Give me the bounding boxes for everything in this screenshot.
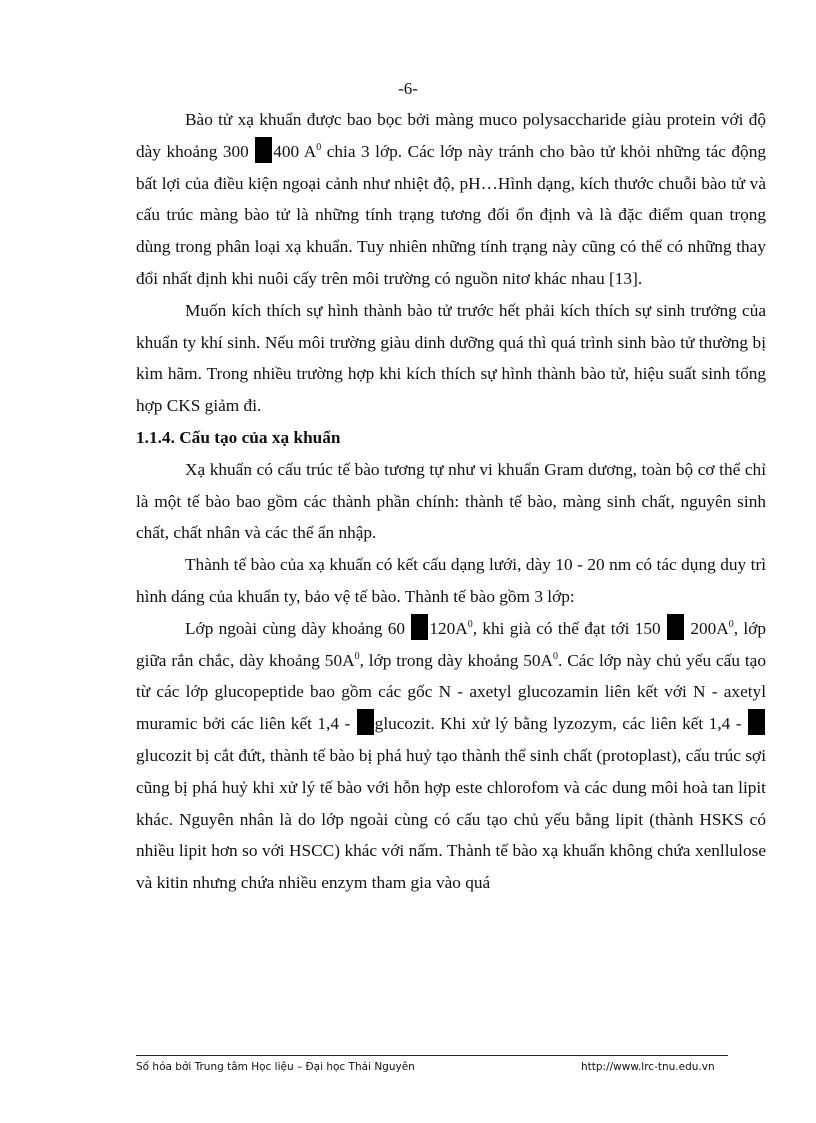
superscript: 0 bbox=[467, 618, 473, 630]
text-run: Bào tử xạ khuẩn được bao bọc bởi màng muco polysaccharide giàu protein với độ dày khoảng 300 bbox=[136, 110, 766, 161]
redaction-box bbox=[748, 709, 765, 735]
text-run: , lớp giữa rắn chắc, dày khoảng 50A bbox=[136, 618, 766, 670]
text-run: glucozit bị cắt đứt, thành tế bào bị phá huỷ tạo thành thể sinh chất (protoplast), cấu trúc sợi cũng bị phá huỷ khi xử lý tế bào với hỗn hợp este chlorofom và các dung môi hoà tan lipit khác. Nguyên nhân là do lớp ngoài cùng có cấu tạo chủ yếu bằng lipit (thành HSKS có nhiều lipit hơn so với HSCC) khác với nấm. Thành tế bào xạ khuẩn không chứa xenllulose và kitin nhưng chứa nhiều enzym tham gia vào quá bbox=[136, 745, 766, 893]
footer-url: http://www.lrc-tnu.edu.vn bbox=[581, 1061, 715, 1073]
body-text bbox=[136, 104, 766, 899]
text-run: 120A bbox=[429, 618, 468, 638]
redaction-box bbox=[411, 614, 428, 640]
paragraph-spore-membrane bbox=[136, 104, 766, 295]
redaction-box bbox=[357, 709, 374, 735]
text-run: chia 3 lớp. Các lớp này tránh cho bào tử khỏi những tác động bất lợi của điều kiện ngoại cảnh như nhiệt độ, pH…Hình dạng, kích thước chuỗi bào tử và cấu trúc màng bào tử là những tính trạng tương đối ổn định và là đặc điểm quan trọng dùng trong phân loại xạ khuẩn. Tuy nhiên những tính trạng này cũng có thể có những thay đổi nhất định khi nuôi cấy trên môi trường có nguồn nitơ khác nhau [13]. bbox=[136, 141, 766, 288]
paragraph-cell-wall: Thành tế bào của xạ khuẩn có kết cấu dạng lưới, dày 10 - 20 nm có tác dụng duy trì hình dáng của khuẩn ty, bảo vệ tế bào. Thành tế bào gồm 3 lớp: bbox=[136, 555, 766, 606]
superscript: 0 bbox=[728, 618, 734, 630]
text-run: Lớp ngoài cùng dày khoảng 60 bbox=[185, 618, 411, 638]
text-run: . Các lớp này chủ yếu cấu tạo từ các lớp glucopeptide bao gồm các gốc N - axetyl glucozamin liên kết với N - axetyl muramic bởi các liên kết 1,4 - bbox=[136, 650, 766, 734]
paragraph-spore-formation: Muốn kích thích sự hình thành bào tử trước hết phải kích thích sự sinh trưởng của khuẩn ty khí sinh. Nếu môi trường giàu dinh dưỡng quá thì quá trình sinh bào tử thường bị kìm hãm. Trong nhiều trường hợp khi kích thích sự hình thành bào tử, hiệu suất sinh tổng hợp CKS giảm đi. bbox=[136, 300, 766, 416]
text-run: , khi già có thể đạt tới 150 bbox=[472, 618, 667, 638]
footer-source: Số hóa bởi Trung tâm Học liệu – Đại học Thái Nguyên bbox=[136, 1061, 415, 1073]
text-run: 200A bbox=[685, 618, 729, 638]
paragraph-cell-structure: Xạ khuẩn có cấu trúc tế bào tương tự như vi khuẩn Gram dương, toàn bộ cơ thể chỉ là một tế bào bao gồm các thành phần chính: thành tế bào, màng sinh chất, nguyên sinh chất, chất nhân và các thể ẩn nhập. bbox=[136, 459, 766, 543]
section-heading: 1.1.4. Cấu tạo của xạ khuẩn bbox=[136, 427, 341, 447]
superscript: 0 bbox=[316, 141, 322, 153]
page-number: -6- bbox=[398, 79, 418, 98]
redaction-box bbox=[667, 614, 684, 640]
text-run: 400 A bbox=[273, 141, 317, 161]
footer-divider bbox=[136, 1055, 728, 1056]
superscript: 0 bbox=[354, 650, 360, 662]
redaction-box bbox=[255, 137, 272, 163]
text-run: glucozit. Khi xử lý bằng lyzozym, các liên kết 1,4 - bbox=[374, 714, 747, 734]
text-run: , lớp trong dày khoảng 50A bbox=[359, 650, 554, 670]
superscript: 0 bbox=[553, 650, 559, 662]
paragraph-cell-wall-layers bbox=[136, 613, 766, 899]
